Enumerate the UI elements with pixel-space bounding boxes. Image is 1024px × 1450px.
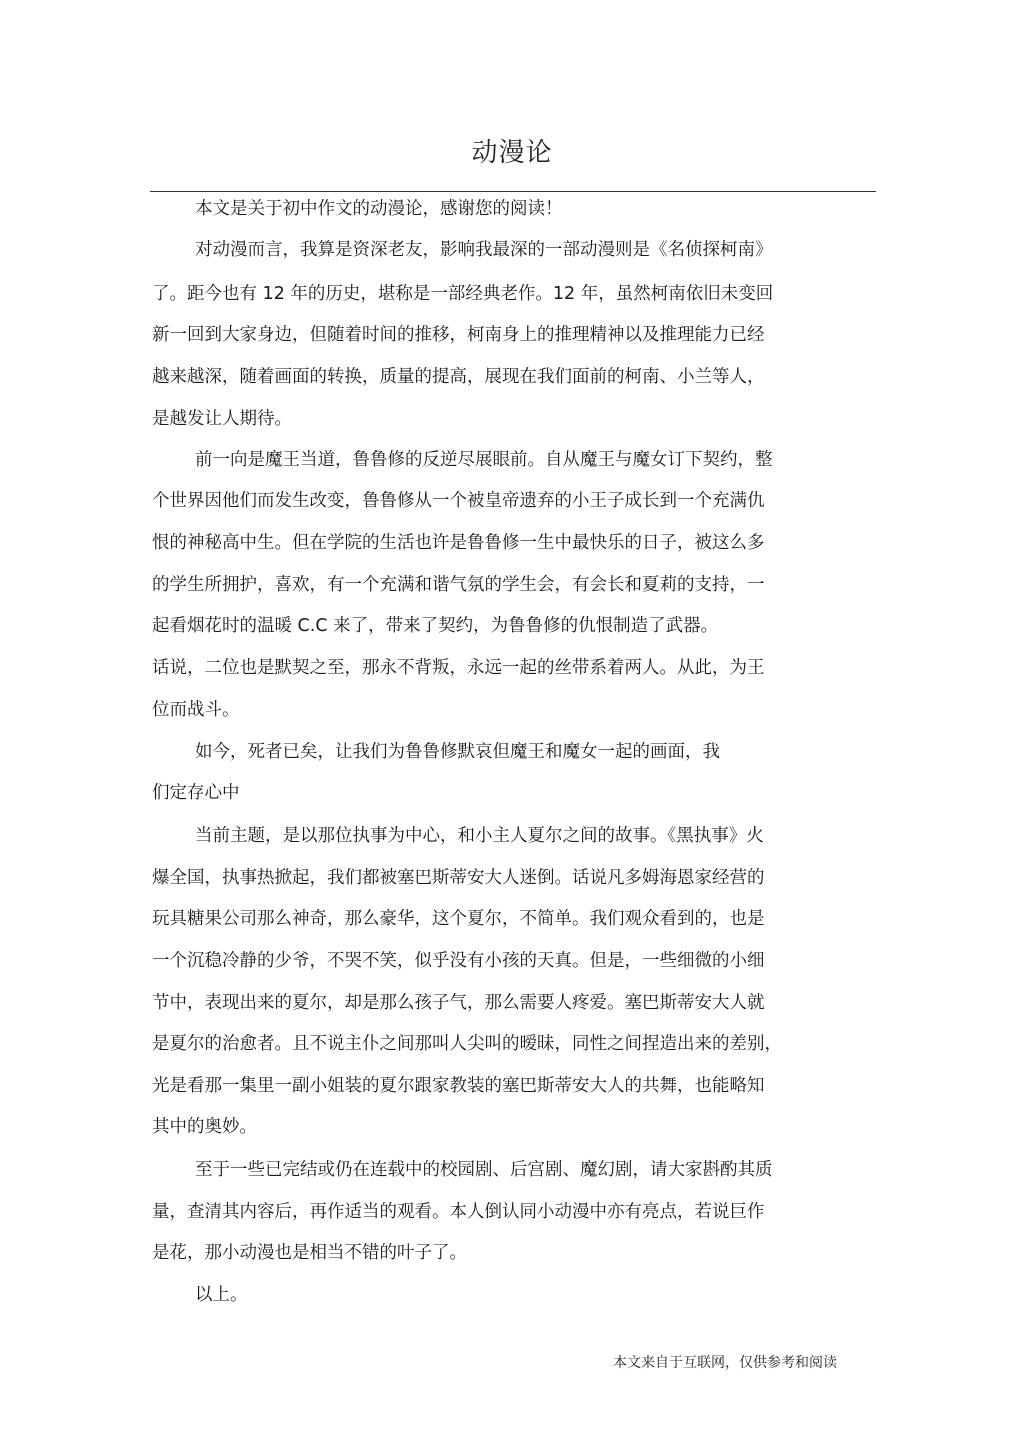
text-line: 位而战斗。 <box>152 700 240 720</box>
text-line: 爆全国，执事热掀起，我们都被塞巴斯蒂安大人迷倒。话说凡多姆海恩家经营的 <box>152 868 765 888</box>
text-line: 当前主题，是以那位执事为中心，和小主人夏尔之间的故事。《黑执事》火 <box>195 826 764 846</box>
text-line: 如今，死者已矣，让我们为鲁鲁修默哀但魔王和魔女一起的画面，我 <box>195 742 720 762</box>
text-line: 新一回到大家身边，但随着时间的推移，柯南身上的推理精神以及推理能力已经 <box>152 325 765 345</box>
text-line: 是夏尔的治愈者。且不说主仆之间那叫人尖叫的暧昧，同性之间捏造出来的差别， <box>152 1034 782 1054</box>
text-line: 话说，二位也是默契之至，那永不背叛，永远一起的丝带系着两人。从此，为王 <box>152 658 765 678</box>
text-line: 对动漫而言，我算是资深老友，影响我最深的一部动漫则是《名侦探柯南》 <box>195 240 773 260</box>
text-line: 本文是关于初中作文的动漫论，感谢您的阅读！ <box>195 199 563 219</box>
text-line: 是越发让人期待。 <box>152 409 292 429</box>
text-line: 其中的奥妙。 <box>152 1117 257 1137</box>
text-line: 玩具糖果公司那么神奇，那么豪华，这个夏尔，不简单。我们观众看到的，也是 <box>152 909 765 929</box>
title-rule <box>150 191 876 192</box>
text-line: 个世界因他们而发生改变，鲁鲁修从一个被皇帝遗弃的小王子成长到一个充满仇 <box>152 491 765 511</box>
text-line: 是花，那小动漫也是相当不错的叶子了。 <box>152 1243 467 1263</box>
text-line: 前一向是魔王当道，鲁鲁修的反逆尽展眼前。自从魔王与魔女订下契约，整 <box>195 450 773 470</box>
text-line: 光是看那一集里一副小姐装的夏尔跟家教装的塞巴斯蒂安大人的共舞，也能略知 <box>152 1076 765 1096</box>
text-line: 一个沉稳冷静的少爷，不哭不笑，似乎没有小孩的天真。但是，一些细微的小细 <box>152 951 765 971</box>
page-title: 动漫论 <box>471 138 553 168</box>
text-line: 节中，表现出来的夏尔，却是那么孩子气，那么需要人疼爱。塞巴斯蒂安大人就 <box>152 993 765 1013</box>
text-line: 了。距今也有 12 年的历史，堪称是一部经典老作。12 年，虽然柯南依旧未变回 <box>152 284 774 304</box>
text-line: 至于一些已完结或仍在连载中的校园剧、后宫剧、魔幻剧，请大家斟酌其质 <box>195 1160 773 1180</box>
text-line: 的学生所拥护，喜欢，有一个充满和谐气氛的学生会，有会长和夏莉的支持，一 <box>152 575 765 595</box>
text-line: 量，查清其内容后，再作适当的观看。本人倒认同小动漫中亦有亮点，若说巨作 <box>152 1202 765 1222</box>
text-line: 恨的神秘高中生。但在学院的生活也许是鲁鲁修一生中最快乐的日子，被这么多 <box>152 533 765 553</box>
footer-note: 本文来自于互联网，仅供参考和阅读 <box>613 1355 837 1371</box>
text-line: 们定存心中 <box>152 783 240 803</box>
text-line: 越来越深，随着画面的转换，质量的提高，展现在我们面前的柯南、小兰等人， <box>152 367 765 387</box>
text-line: 以上。 <box>195 1285 248 1305</box>
text-line: 起看烟花时的温暖 C.C 来了，带来了契约，为鲁鲁修的仇恨制造了武器。 <box>152 616 719 636</box>
